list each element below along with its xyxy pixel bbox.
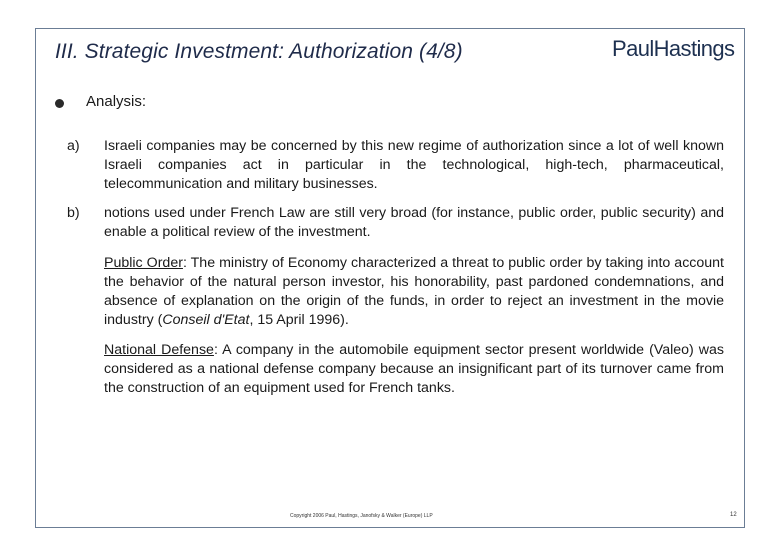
paul-hastings-logo: PaulHastings xyxy=(612,36,735,61)
case-name: Conseil d'Etat xyxy=(162,312,250,328)
item-b-marker: b) xyxy=(67,205,80,221)
item-b-text: notions used under French Law are still very broad (for instance, public order, public security) and enable a political review of the investment. xyxy=(104,205,724,240)
item-a-text: Israeli companies may be concerned by this new regime of authorization since a lot of well known Israeli companies act in particular in the technological, high-tech, pharmaceutical, telecommunication and military businesses. xyxy=(104,138,724,192)
bullet-icon xyxy=(55,99,64,108)
item-a-marker: a) xyxy=(67,138,80,154)
analysis-heading: Analysis: xyxy=(86,93,147,110)
page-number: 12 xyxy=(730,512,737,518)
national-defense-text: : A company in the automobile equipment sector present worldwide (Valeo) was considered as a national defense company because an insignificant part of its turnover came from the construction of an equipment used for French tanks. xyxy=(104,342,725,396)
public-order-text: : The ministry of Economy characterized a threat to public order by taking into account the behavior of the natural person investor, his honorability, past pardoned condemnations, and absence of explanation on the origin of the funds, in order to reject an investment in the movie industry ( xyxy=(104,255,724,328)
copyright-footer: Copyright 2006 Paul, Hastings, Janofsky & Walker (Europe) LLP xyxy=(290,513,433,519)
slide-title: III. Strategic Investment: Authorization (4/8) xyxy=(55,40,463,63)
public-order-paragraph xyxy=(104,254,724,330)
public-order-text-end: , 15 April 1996). xyxy=(249,312,349,328)
national-defense-paragraph xyxy=(104,341,724,398)
public-order-label: Public Order xyxy=(104,255,183,271)
national-defense-label: National Defense xyxy=(104,342,214,358)
